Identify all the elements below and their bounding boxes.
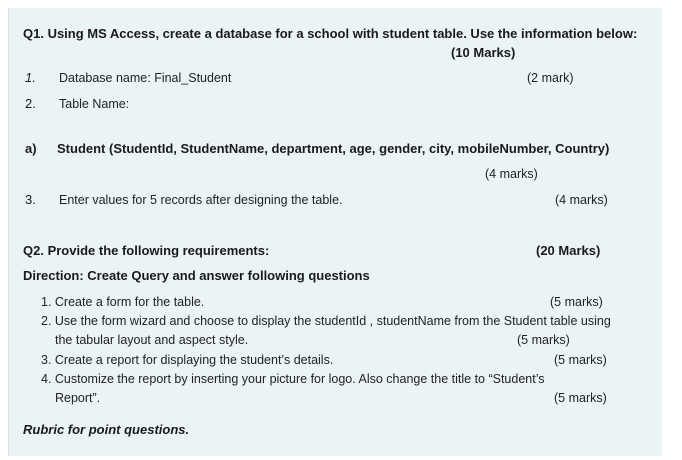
q2-item3-text: 3. Create a report for displaying the student’s details. [41,353,334,367]
q2-direction: Direction: Create Query and answer following questions [23,268,370,283]
q2-item2-text-cont: the tabular layout and aspect style. [55,333,249,347]
q1-item1-text: Database name: Final_Student [59,71,232,85]
q2-item4-marks: (5 marks) [554,391,607,405]
q1-sub-a-label: a) [25,141,37,156]
q2-item3-marks: (5 marks) [554,353,607,367]
q1-item1-number: 1. [25,70,36,85]
q1-item2-number: 2. [25,96,36,111]
q1-item3-number: 3. [25,192,36,207]
document-page [8,8,662,456]
q1-marks: (10 Marks) [451,45,516,60]
q1-item3-text: Enter values for 5 records after designing the table. [59,193,343,207]
q1-item3-marks: (4 marks) [555,193,608,207]
q1-item1-marks: (2 mark) [527,71,574,85]
q1-sub-a-marks: (4 marks) [485,167,538,181]
q1-sub-a-text: Student (StudentId, StudentName, department, age, gender, city, mobileNumber, Country) [57,141,610,156]
q1-item2-text: Table Name: [59,97,130,111]
q2-item2-text: 2. Use the form wizard and choose to display the studentId , studentName from the Student table using [41,314,611,328]
q2-item4-text-cont: Report”. [55,391,101,405]
q2-item1-marks: (5 marks) [550,295,603,309]
q2-item4-text: 4. Customize the report by inserting your picture for logo. Also change the title to “Student’s [41,372,545,386]
q2-item2-marks: (5 marks) [517,333,570,347]
rubric-heading: Rubric for point questions. [23,422,190,437]
q2-item1-text: 1. Create a form for the table. [41,295,205,309]
q2-heading: Q2. Provide the following requirements: [23,243,270,258]
q2-marks: (20 Marks) [536,243,601,258]
q1-heading: Q1. Using MS Access, create a database for a school with student table. Use the information below: [23,26,638,41]
